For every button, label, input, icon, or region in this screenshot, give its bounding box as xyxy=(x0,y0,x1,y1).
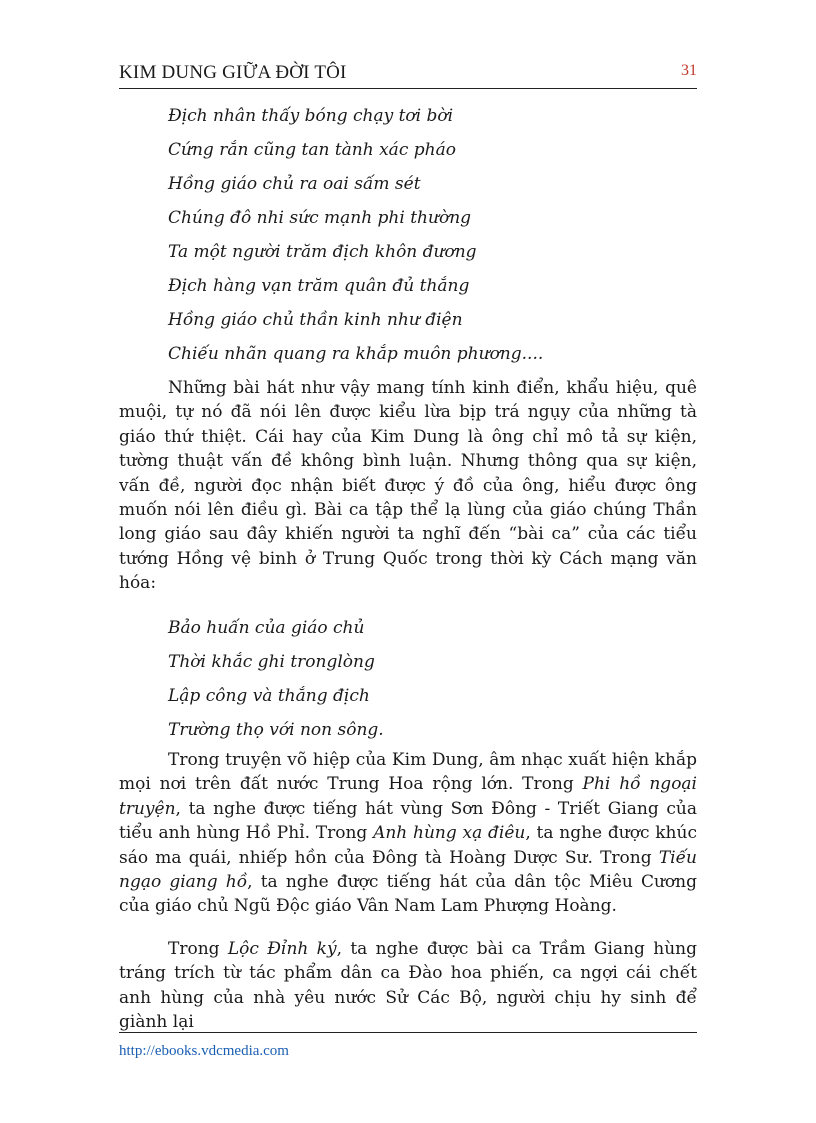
poem-line: Lập công và thắng địch xyxy=(168,686,370,706)
book-title-loc-dinh: Lộc Đỉnh ký xyxy=(227,939,337,959)
poem-line: Hồng giáo chủ thần kinh như điện xyxy=(168,310,463,330)
poem-line: Địch hàng vạn trăm quân đủ thắng xyxy=(168,276,470,296)
poem-line: Chiếu nhãn quang ra khắp muôn phương.... xyxy=(168,344,544,364)
page-number: 31 xyxy=(681,62,697,79)
footer-divider xyxy=(119,1032,697,1033)
poem-line: Chúng đô nhi sức mạnh phi thường xyxy=(168,208,472,228)
paragraph-3: Trong Lộc Đỉnh ký, ta nghe được bài ca Trầm Giang hùng tráng trích từ tác phẩm dân ca Đào hoa phiến, ca ngợi cái chết anh hùng của nhà yêu nước Sử Các Bộ, người chịu hy sinh để giành lại xyxy=(119,939,697,1033)
poem-line: Địch nhân thấy bóng chạy tơi bời xyxy=(168,106,454,126)
footer-url-link[interactable]: http://ebooks.vdcmedia.com xyxy=(119,1043,289,1059)
paragraph-2: Trong truyện võ hiệp của Kim Dung, âm nhạc xuất hiện khắp mọi nơi trên đất nước Trung Hoa rộng lớn. Trong Phi hồ ngoại truyện, ta nghe được tiếng hát vùng Sơn Đông - Triết Giang của tiểu anh hùng Hồ Phỉ. Trong Anh hùng xạ điêu, ta nghe được khúc sáo ma quái, nhiếp hồn của Đông tà Hoàng Dược Sư. Trong Tiếu ngạo giang hồ, ta nghe được tiếng hát của dân tộc Miêu Cương của giáo chủ Ngũ Độc giáo Vân Nam Lam Phượng Hoàng. xyxy=(119,750,697,917)
poem-line: Thời khắc ghi tronglòng xyxy=(168,652,375,672)
book-title-tieu-ngao: Tiếu ngạo giang hồ xyxy=(119,847,697,893)
book-title-anh-hung: Anh hùng xạ điêu xyxy=(373,823,526,844)
book-title-phi-ho: Phi hồ ngoại truyện xyxy=(119,774,697,819)
poem-line: Ta một người trăm địch khôn đương xyxy=(168,242,477,262)
poem-line: Cứng rắn cũng tan tành xác pháo xyxy=(168,140,456,160)
paragraph-1-text: Những bài hát như vậy mang tính kinh điển, khẩu hiệu, quê muội, tự nó đã nói lên được kiểu lừa bịp trá ngụy của những tà giáo thứ thiệt. Cái hay của Kim Dung là ông chỉ mô tả sự kiện, tường thuật vấn đề không bình luận. Nhưng thông qua sự kiện, vấn đề, người đọc nhận biết được ý đồ của ông, hiểu được ông muốn nói lên điều gì. Bài ca tập thể lạ lùng của giáo chúng Thần long giáo sau đây khiến người ta nghĩ đến “bài ca” của các tiểu tướng Hồng vệ binh ở Trung Quốc trong thời kỳ Cách mạng văn hóa: xyxy=(119,378,697,594)
paragraph-1 xyxy=(119,376,697,596)
header-divider xyxy=(119,88,697,89)
poem-line: Trường thọ với non sông. xyxy=(168,720,384,740)
page-header xyxy=(119,62,697,86)
poem-line: Bảo huấn của giáo chủ xyxy=(168,618,365,638)
poem-stanza-1 xyxy=(168,99,543,371)
poem-stanza-2 xyxy=(168,611,384,747)
poem-line: Hồng giáo chủ ra oai sấm sét xyxy=(168,174,421,194)
book-title: KIM DUNG GIỮA ĐỜI TÔI xyxy=(119,62,347,83)
